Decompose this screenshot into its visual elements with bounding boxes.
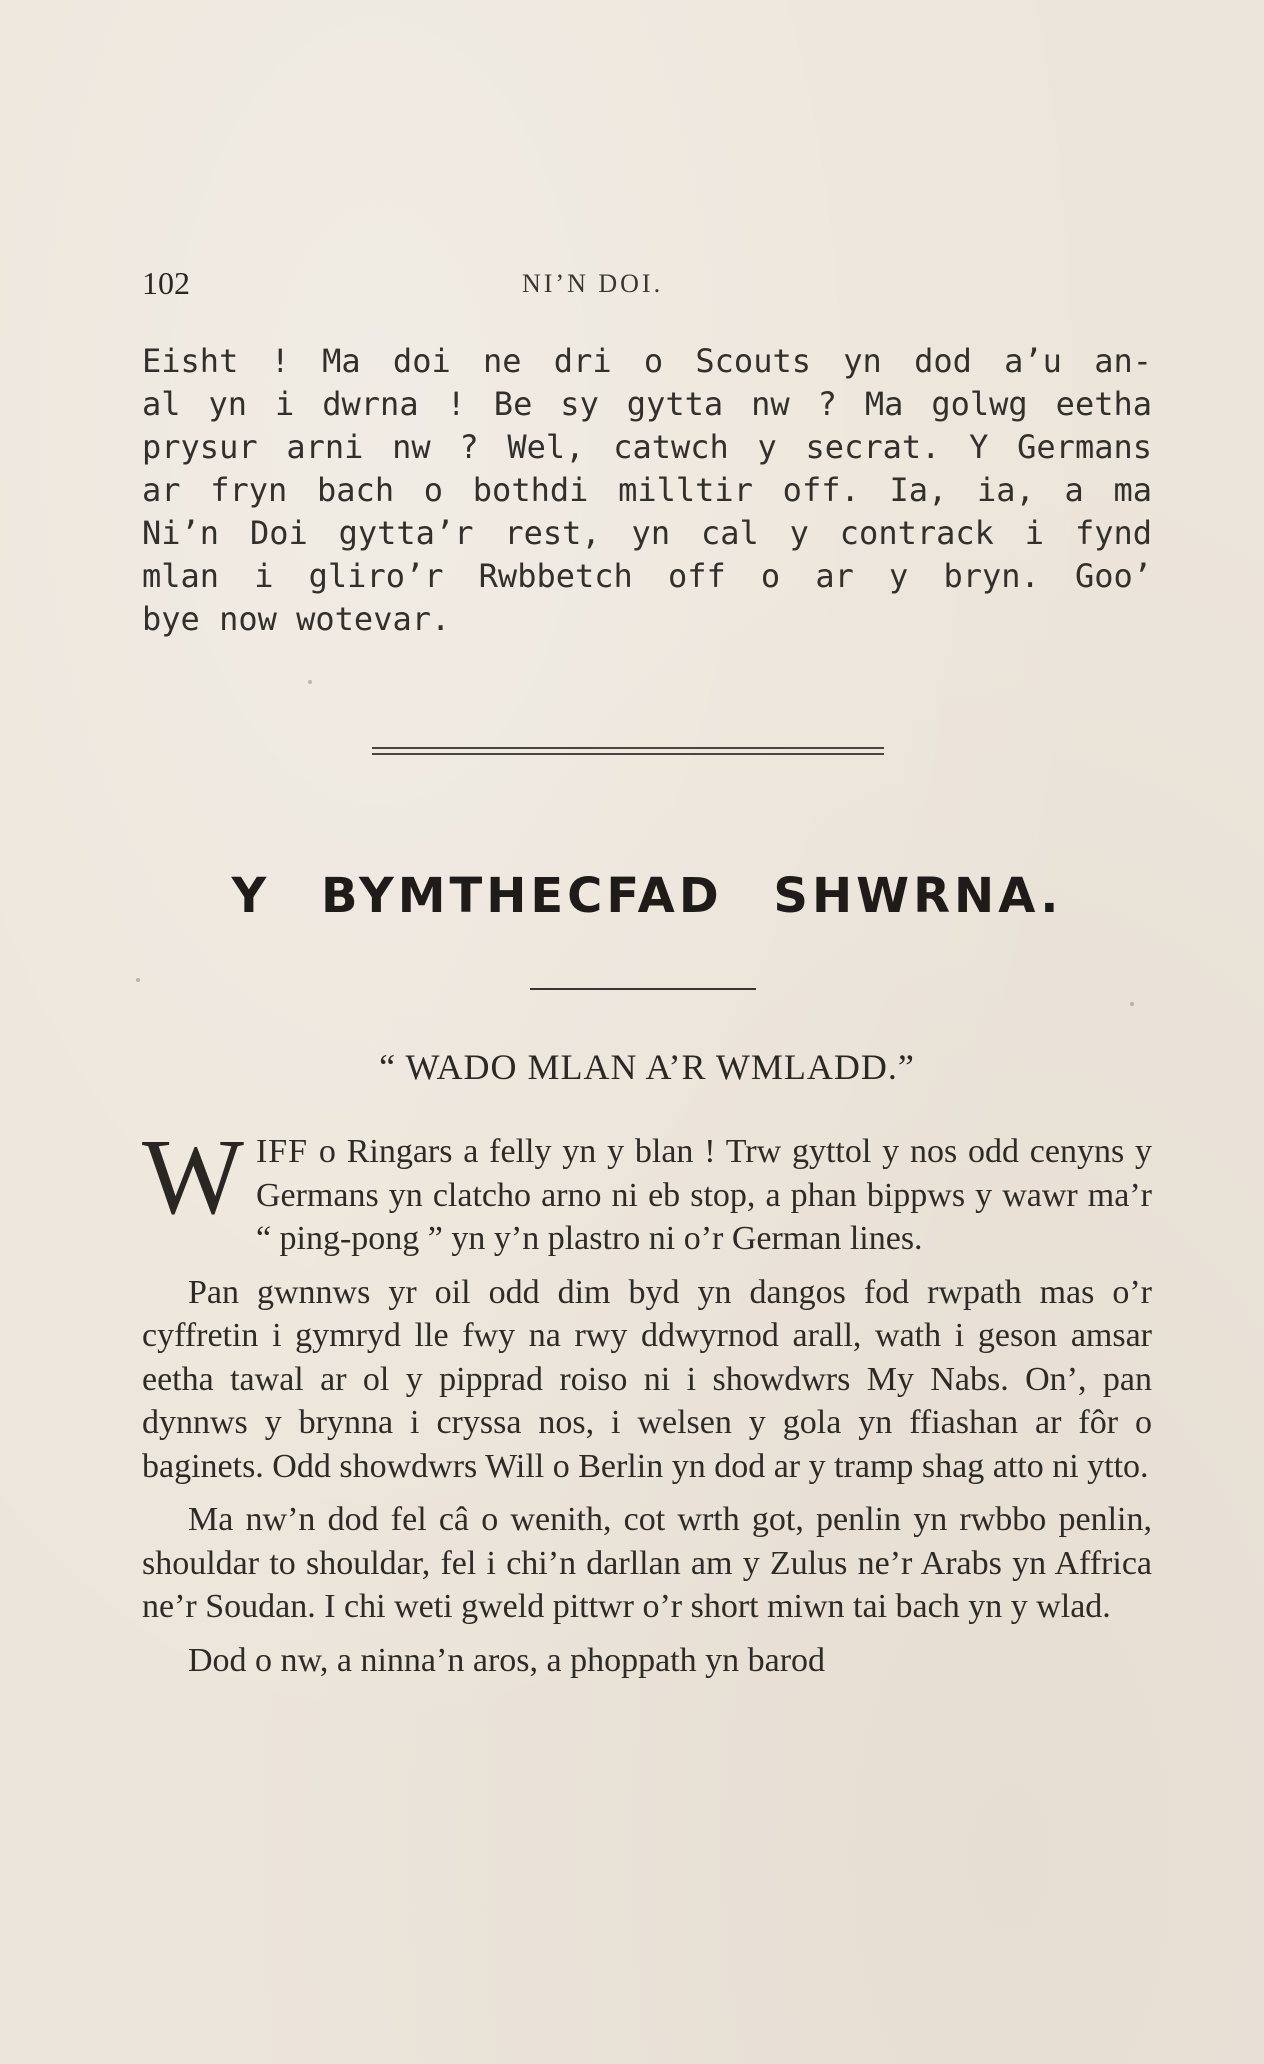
typed-line: prysur arni nw ? Wel, catwch y secrat. Y Germans — [142, 428, 1152, 466]
typed-line: bye now wotevar. — [142, 600, 451, 638]
typed-line: mlan i gliro’r Rwbbetch off o ar y bryn. Goo’ — [142, 557, 1152, 595]
page-header — [142, 265, 1152, 305]
typed-line: ar fryn bach o bothdi milltir off. Ia, ia, a ma — [142, 471, 1152, 509]
section-divider-double-rule — [372, 747, 884, 755]
lead-in-caps: IFF — [255, 1133, 309, 1170]
paper-speck — [308, 680, 312, 684]
running-head: NI’N DOI. — [522, 269, 664, 298]
body-paragraph: Pan gwnnws yr oil odd dim byd yn dangos fod rwpath mas o’r cyffretin i gymryd lle fwy na rwy ddwyrnod arall, wath i geson amsar eetha tawal ar ol y pipprad roiso ni i showdwrs My Nabs. On’, pan dynnws y brynna i cryssa nos, i welsen y gola yn ffiashan ar fôr o baginets. Odd showdwrs Will o Berlin yn dod ar y tramp shag atto ni ytto. — [142, 1273, 1152, 1485]
typed-line: Eisht ! Ma doi ne dri o Scouts yn dod a’u an- — [142, 342, 1152, 380]
paragraph-text: o Ringars a felly yn y blan ! Trw gyttol y nos odd cenyns y Germans yn clatcho arno ni eb stop, a phan bippws y wawr ma’r “ ping-pong ” yn y’n plastro ni o’r German lines. — [255, 1133, 1152, 1257]
typed-line: al yn i dwrna ! Be sy gytta nw ? Ma golwg eetha — [142, 385, 1152, 423]
drop-cap: W — [142, 1118, 244, 1237]
paper-speck — [136, 978, 140, 982]
title-underline-rule — [530, 988, 756, 990]
typed-passage — [142, 340, 1152, 641]
page-number: 102 — [142, 265, 190, 301]
body-paragraph: Dod o nw, a ninna’n aros, a phoppath yn barod — [188, 1641, 826, 1679]
body-paragraph: Ma nw’n dod fel câ o wenith, cot wrth got, penlin yn rwbbo penlin, shouldar to shouldar, fel i chi’n darllan am y Zulus ne’r Arabs yn Affrica ne’r Soudan. I chi weti gweld pittwr o’r short miwn tai bach yn y wlad. — [142, 1501, 1152, 1625]
typed-line: Ni’n Doi gytta’r rest, yn cal y contrack i fynd — [142, 514, 1152, 552]
chapter-subtitle: “ WADO MLAN A’R WMLADD.” — [379, 1047, 915, 1087]
paper-speck — [1130, 1002, 1134, 1006]
body-paragraph — [142, 1118, 1152, 1261]
chapter-title: Y BYMTHECFAD SHWRNA. — [231, 868, 1063, 924]
chapter-body — [142, 1118, 1152, 1692]
